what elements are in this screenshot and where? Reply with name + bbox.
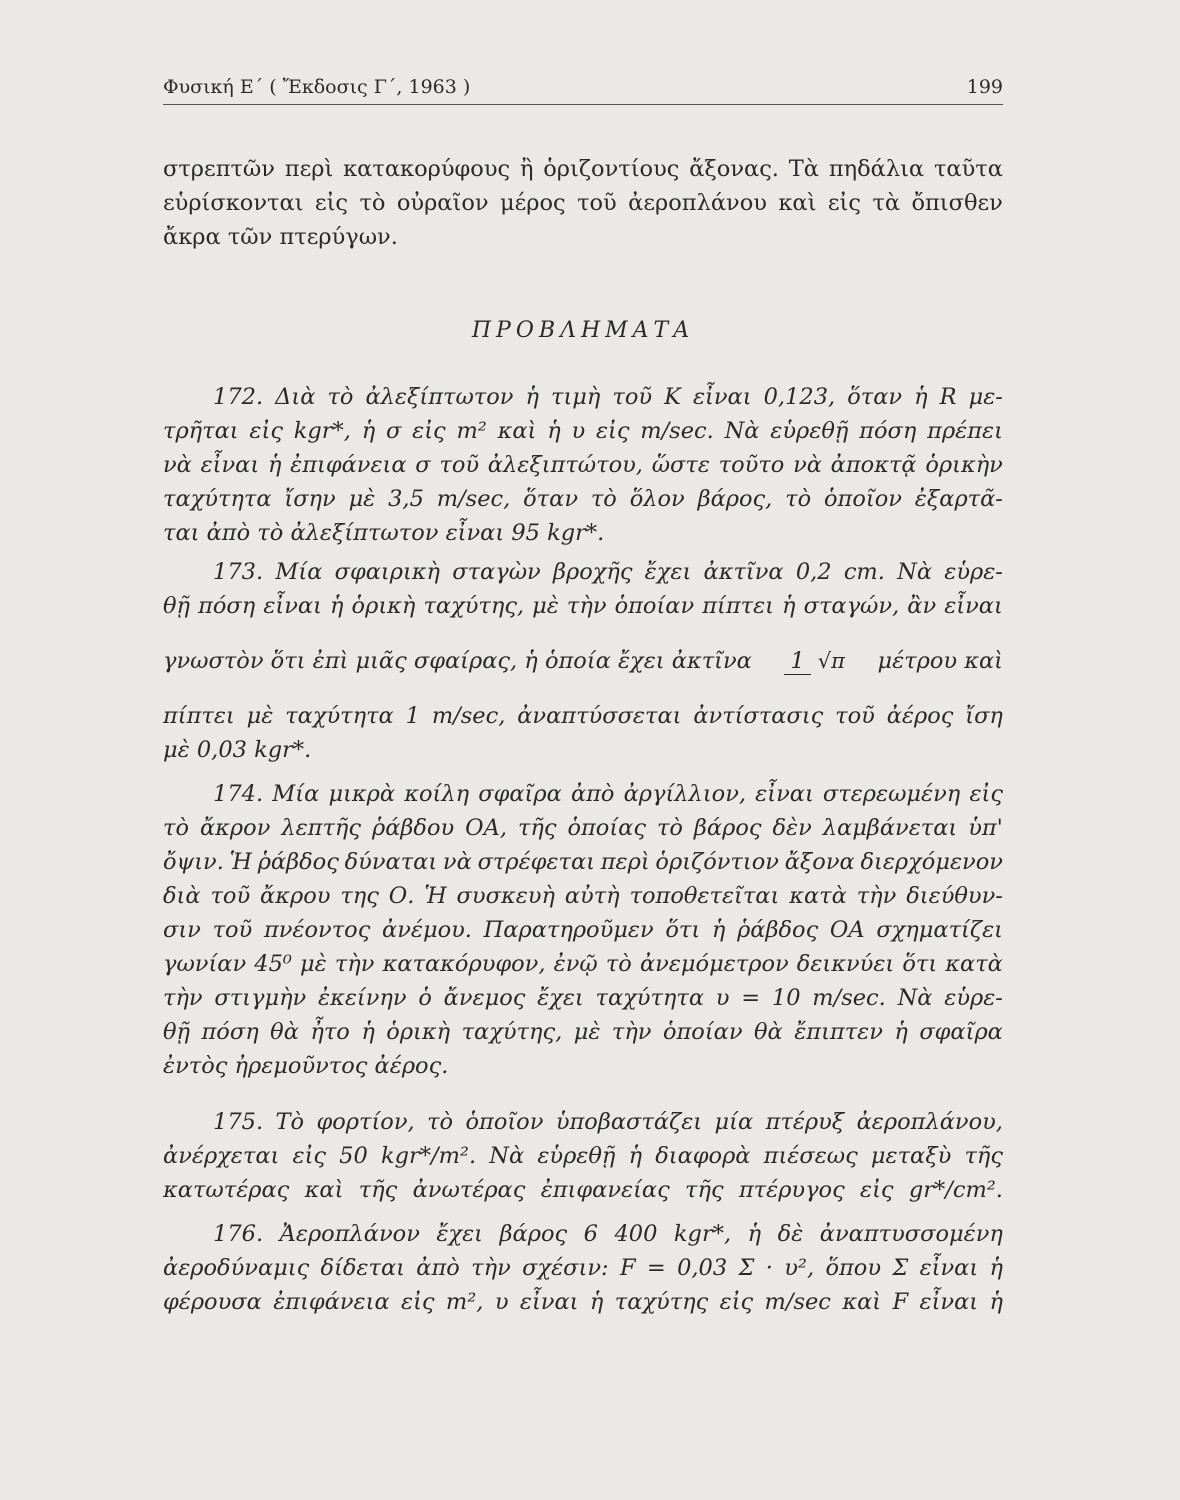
text-line: μὲ 0,03 kgr*.	[163, 737, 312, 763]
text-line: ὄψιν. Ἡ ῥάβδος δύναται νὰ στρέφεται περὶ ὁριζόντιον ἄξονα διερχόμενον	[163, 849, 1003, 875]
problem-174	[163, 777, 1003, 1083]
fraction-line-end: μέτρου καὶ	[877, 648, 1003, 674]
text-line: 176. Ἀεροπλάνον ἔχει βάρος 6 400 kgr*, ἡ δὲ ἀναπτυσσομένη	[213, 1221, 1003, 1247]
text-line: ται ἀπὸ τὸ ἀλεξίπτωτον εἶναι 95 kgr*.	[163, 520, 605, 546]
text-line: πίπτει μὲ ταχύτητα 1 m/sec, ἀναπτύσσεται ἀντίστασις τοῦ ἀέρος ἴση	[163, 703, 1003, 729]
text-line: ἀνέρχεται εἰς 50 kgr*/m². Νὰ εὑρεθῇ ἡ διαφορὰ πιέσεως μεταξὺ τῆς	[163, 1143, 1003, 1169]
text-line: σιν τοῦ πνέοντος ἀνέμου. Παρατηροῦμεν ὅτι ἡ ῥάβδος ΟΑ σχηματίζει	[163, 917, 1003, 943]
text-line: 172. Διὰ τὸ ἀλεξίπτωτον ἡ τιμὴ τοῦ Κ εἶναι 0,123, ὅταν ἡ R με-	[213, 384, 1003, 410]
fraction-line	[163, 623, 1003, 699]
problem-172	[163, 380, 1003, 550]
text-line: 173. Μία σφαιρικὴ σταγὼν βροχῆς ἔχει ἀκτῖνα 0,2 cm. Νὰ εὑρε-	[213, 559, 1003, 585]
text-line: κατωτέρας καὶ τῆς ἀνωτέρας ἐπιφανείας τῆς πτέρυγος εἰς gr*/cm².	[163, 1177, 1003, 1203]
fraction-numerator: 1	[784, 648, 810, 675]
fraction-line-start: γνωστὸν ὅτι ἐπὶ μιᾶς σφαίρας, ἡ ὁποία ἔχει ἀκτῖνα	[163, 648, 752, 674]
text-line: ἀεροδύναμις δίδεται ἀπὸ τὴν σχέσιν: F = 0,03 Σ · υ², ὅπου Σ εἶναι ἡ	[163, 1255, 1003, 1281]
text-line: νὰ εἶναι ἡ ἐπιφάνεια σ τοῦ ἀλεξιπτώτου, ὥστε τοῦτο νὰ ἀποκτᾷ ὁρικὴν	[163, 452, 1003, 478]
text-line: ἄκρα τῶν πτερύγων.	[163, 224, 398, 250]
problem-176	[163, 1217, 1003, 1319]
text-line: 175. Τὸ φορτίον, τὸ ὁποῖον ὑποβαστάζει μία πτέρυξ ἀεροπλάνου,	[213, 1109, 1003, 1135]
text-line: θῇ πόση θὰ ἦτο ἡ ὁρικὴ ταχύτης, μὲ τὴν ὁποίαν θὰ ἔπιπτεν ἡ σφαῖρα	[163, 1019, 1003, 1045]
text-line: στρεπτῶν περὶ κατακορύφους ἢ ὁριζοντίους ἄξονας. Τὰ πηδάλια ταῦτα	[163, 156, 1003, 182]
problem-175	[163, 1105, 1003, 1207]
page-number: 199	[966, 76, 1003, 98]
text-line: φέρουσα ἐπιφάνεια εἰς m², υ εἶναι ἡ ταχύτης εἰς m/sec καὶ F εἶναι ἡ	[163, 1289, 1003, 1315]
text-line: τρῆται εἰς kgr*, ἡ σ εἰς m² καὶ ἡ υ εἰς m/sec. Νὰ εὑρεθῇ πόση πρέπει	[163, 418, 1003, 444]
section-heading: ΠΡΟΒΛΗΜΑΤΑ	[471, 318, 695, 343]
text-line: τὸ ἄκρον λεπτῆς ῥάβδου ΟΑ, τῆς ὁποίας τὸ βάρος δὲν λαμβάνεται ὑπ'	[163, 815, 1003, 841]
text-line: γωνίαν 45⁰ μὲ τὴν κατακόρυφον, ἐνῷ τὸ ἀνεμόμετρον δεικνύει ὅτι κατὰ	[163, 951, 1003, 977]
text-line: 174. Μία μικρὰ κοίλη σφαῖρα ἀπὸ ἀργίλλιον, εἶναι στερεωμένη εἰς	[213, 781, 1003, 807]
text-line: θῇ πόση εἶναι ἡ ὁρικὴ ταχύτης, μὲ τὴν ὁποίαν πίπτει ἡ σταγών, ἂν εἶναι	[163, 593, 1003, 619]
text-line: ταχύτητα ἴσην μὲ 3,5 m/sec, ὅταν τὸ ὅλον βάρος, τὸ ὁποῖον ἐξαρτᾶ-	[163, 486, 1003, 512]
text-line: διὰ τοῦ ἄκρου της Ο. Ἡ συσκευὴ αὐτὴ τοποθετεῖται κατὰ τὴν διεύθυν-	[163, 883, 1003, 909]
text-line: ἐντὸς ἠρεμοῦντος ἀέρος.	[163, 1053, 449, 1079]
problem-173	[163, 555, 1003, 767]
fraction	[784, 648, 845, 675]
text-line: τὴν στιγμὴν ἐκείνην ὁ ἄνεμος ἔχει ταχύτητα υ = 10 m/sec. Νὰ εὑρε-	[163, 985, 1003, 1011]
page-body	[163, 152, 1003, 1319]
running-title: Φυσική Ε΄ ( Ἔκδοσις Γ΄, 1963 )	[163, 76, 471, 98]
page-header	[163, 72, 1003, 104]
fraction-denominator: √π	[817, 648, 845, 673]
header-rule	[163, 104, 1003, 105]
text-line: εὑρίσκονται εἰς τὸ οὐραῖον μέρος τοῦ ἀεροπλάνου καὶ εἰς τὰ ὄπισθεν	[163, 190, 1003, 216]
